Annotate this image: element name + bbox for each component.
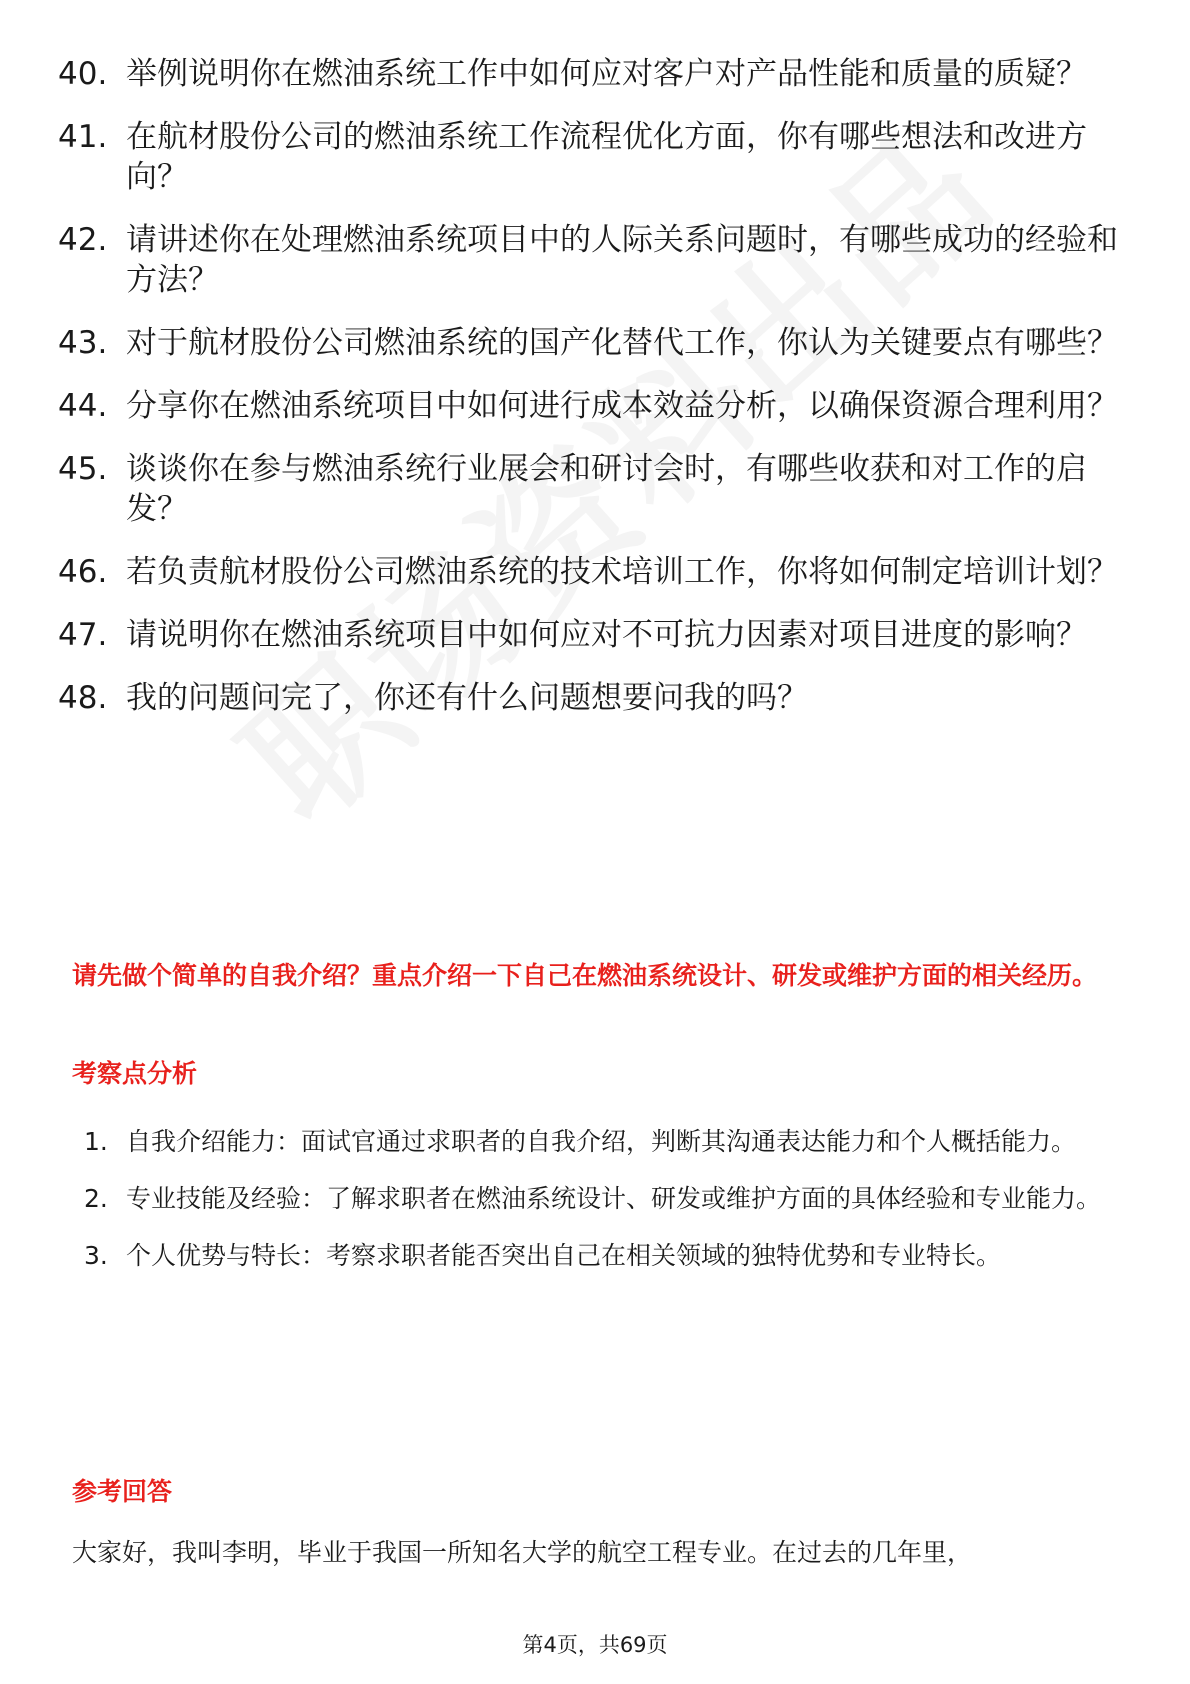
page-number: 第4页，共69页 — [522, 1633, 668, 1657]
question-list — [58, 54, 1118, 741]
analysis-number: 2. — [84, 1184, 108, 1213]
interview-question-heading: 请先做个简单的自我介绍？重点介绍一下自己在燃油系统设计、研发或维护方面的相关经历。 — [72, 961, 1098, 990]
question-text: 对于航材股份公司燃油系统的国产化替代工作，你认为关键要点有哪些？ — [126, 325, 1118, 361]
question-number: 47. — [58, 617, 108, 653]
analysis-list — [84, 1113, 1124, 1284]
list-item — [58, 54, 1118, 94]
analysis-number: 3. — [84, 1241, 108, 1270]
list-item — [58, 552, 1118, 592]
question-text: 举例说明你在燃油系统工作中如何应对客户对产品性能和质量的质疑？ — [126, 56, 1087, 92]
question-number: 44. — [58, 388, 108, 424]
analysis-text: 自我介绍能力：面试官通过求职者的自我介绍，判断其沟通表达能力和个人概括能力。 — [126, 1127, 1077, 1156]
list-item — [58, 386, 1118, 426]
list-item — [58, 678, 1118, 718]
analysis-text: 个人优势与特长：考察求职者能否突出自己在相关领域的独特优势和专业特长。 — [126, 1241, 1002, 1270]
list-item — [84, 1227, 1124, 1284]
question-number: 48. — [58, 680, 108, 716]
question-text: 请说明你在燃油系统项目中如何应对不可抗力因素对项目进度的影响？ — [126, 617, 1087, 653]
question-number: 40. — [58, 56, 108, 92]
question-number: 43. — [58, 325, 108, 361]
list-item — [58, 449, 1118, 529]
answer-heading: 参考回答 — [72, 1477, 173, 1506]
question-text: 我的问题问完了，你还有什么问题想要问我的吗？ — [126, 680, 808, 716]
analysis-number: 1. — [84, 1127, 108, 1156]
question-number: 46. — [58, 554, 108, 590]
question-number: 42. — [58, 222, 108, 258]
question-number: 41. — [58, 119, 108, 155]
analysis-heading: 考察点分析 — [72, 1059, 198, 1088]
answer-paragraph: 大家好，我叫李明，毕业于我国一所知名大学的航空工程专业。在过去的几年里， — [72, 1538, 973, 1567]
question-text: 请讲述你在处理燃油系统项目中的人际关系问题时，有哪些成功的经验和方法？ — [126, 222, 1118, 298]
analysis-text: 专业技能及经验：了解求职者在燃油系统设计、研发或维护方面的具体经验和专业能力。 — [126, 1184, 1102, 1213]
list-item — [58, 117, 1118, 197]
question-number: 45. — [58, 451, 108, 487]
list-item — [58, 615, 1118, 655]
list-item — [84, 1113, 1124, 1170]
question-text: 谈谈你在参与燃油系统行业展会和研讨会时，有哪些收获和对工作的启发？ — [126, 451, 1087, 527]
list-item — [84, 1170, 1124, 1227]
list-item — [58, 220, 1118, 300]
list-item — [58, 323, 1118, 363]
question-text: 分享你在燃油系统项目中如何进行成本效益分析，以确保资源合理利用？ — [126, 388, 1118, 424]
question-text: 若负责航材股份公司燃油系统的技术培训工作，你将如何制定培训计划？ — [126, 554, 1118, 590]
question-text: 在航材股份公司的燃油系统工作流程优化方面，你有哪些想法和改进方向？ — [126, 119, 1087, 195]
